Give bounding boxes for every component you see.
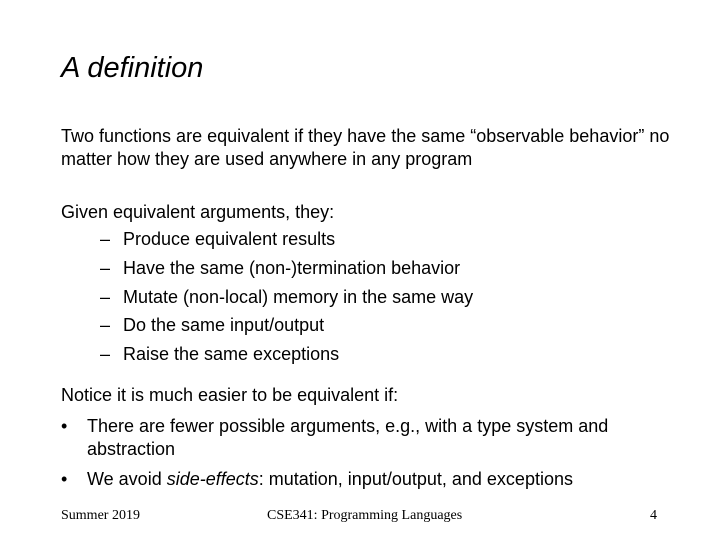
dash-icon: – bbox=[100, 229, 111, 249]
list-item-text: Do the same input/output bbox=[123, 315, 325, 335]
footer-term: Summer 2019 bbox=[61, 508, 140, 523]
bullet-text-pre: We avoid bbox=[87, 469, 167, 489]
list-item-text: Produce equivalent results bbox=[123, 229, 336, 249]
dash-icon: – bbox=[100, 315, 111, 335]
notice-heading: Notice it is much easier to be equivalent if: bbox=[61, 385, 399, 405]
footer-course: CSE341: Programming Languages bbox=[267, 508, 463, 523]
given-heading: Given equivalent arguments, they: bbox=[61, 202, 335, 222]
bullet-text-post: : mutation, input/output, and exceptions bbox=[258, 469, 573, 489]
footer-page-number: 4 bbox=[650, 508, 657, 523]
dash-icon: – bbox=[100, 258, 111, 278]
definition-paragraph: Two functions are equivalent if they have the same “observable behavior” no matter how they are used anywhere in any program bbox=[61, 126, 670, 169]
bullet-text bbox=[87, 468, 647, 491]
bullet-icon: • bbox=[61, 469, 68, 489]
dash-icon: – bbox=[100, 344, 111, 364]
list-item-text: Have the same (non-)termination behavior bbox=[123, 258, 461, 278]
slide-title: A definition bbox=[61, 52, 204, 84]
list-item-text: Raise the same exceptions bbox=[123, 344, 340, 364]
list-item-text: Mutate (non-local) memory in the same way bbox=[123, 287, 474, 307]
bullet-icon: • bbox=[61, 416, 68, 436]
bullet-text: There are fewer possible arguments, e.g., with a type system and abstraction bbox=[87, 416, 609, 459]
bullet-text-emphasis: side-effects bbox=[166, 469, 259, 489]
dash-icon: – bbox=[100, 287, 111, 307]
